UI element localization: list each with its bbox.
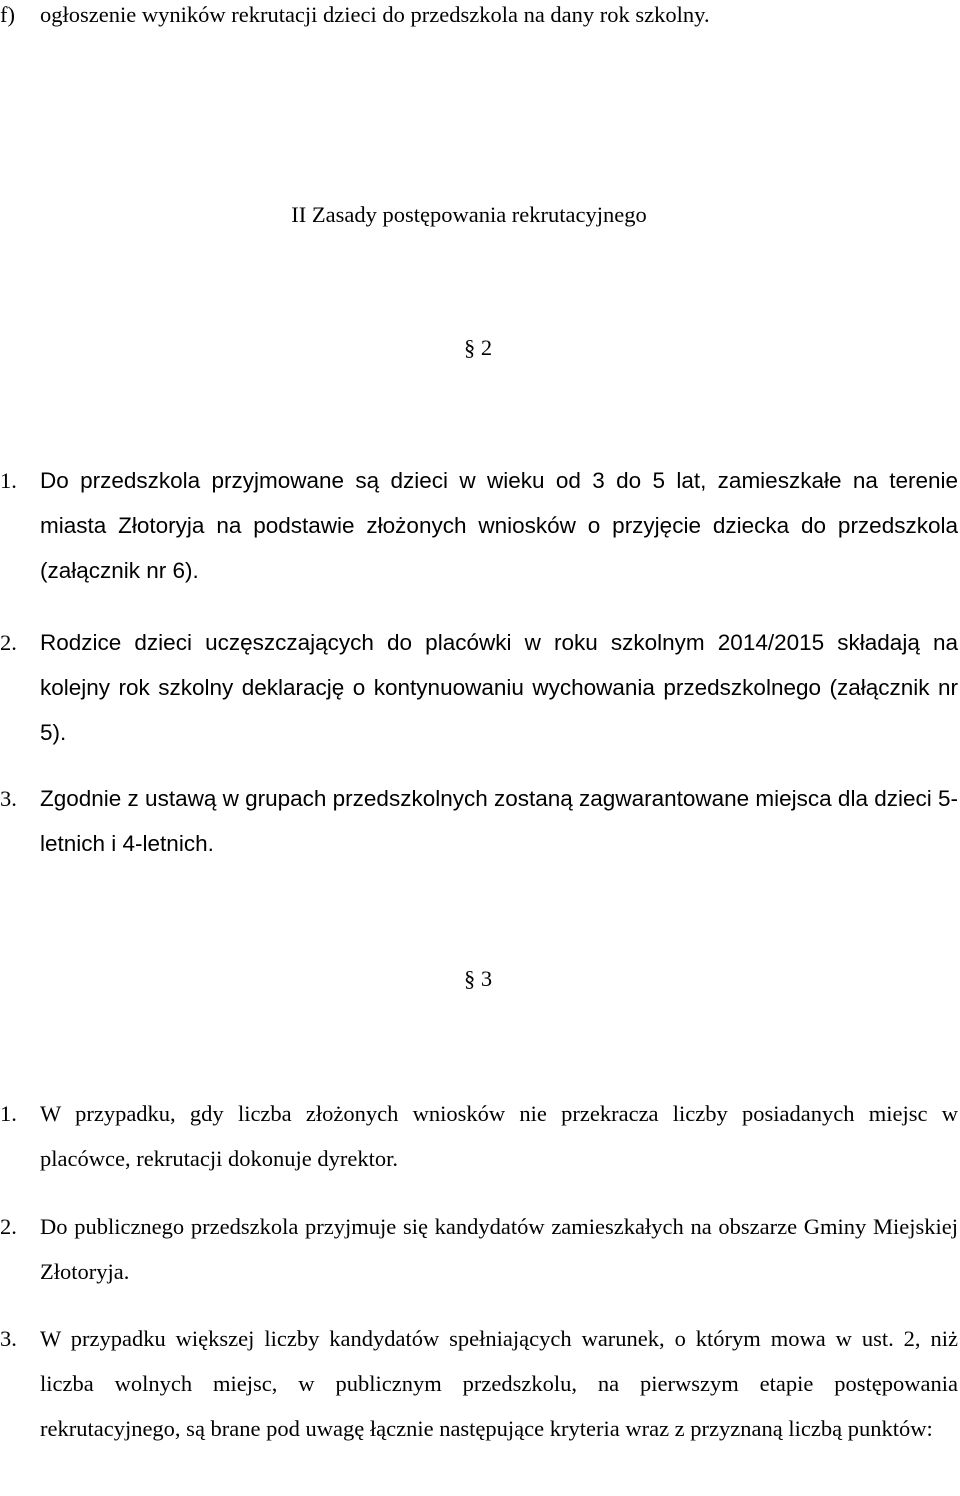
list-item-text: ogłoszenie wyników rekrutacji dzieci do przedszkola na dany rok szkolny.	[40, 2, 710, 27]
list-item-f	[0, 0, 958, 37]
paragraph-sign-2: § 2	[463, 335, 493, 360]
paragraph-sign-3: § 3	[463, 966, 493, 991]
item-number: 3.	[0, 1326, 17, 1351]
paragraph-3-item-2	[0, 1204, 958, 1294]
item-text: Rodzice dzieci uczęszczających do placówki w roku szkolnym 2014/2015 składają na kolejny rok szkolny deklarację o kontynuowaniu wychowania przedszkolnego (załącznik nr 5).	[40, 630, 958, 745]
item-number: 1.	[0, 468, 17, 493]
paragraph-3-item-1	[0, 1091, 958, 1181]
paragraph-2-item-1	[0, 458, 958, 593]
item-text: Do publicznego przedszkola przyjmuje się kandydatów zamieszkałych na obszarze Gminy Miejskiej Złotoryja.	[40, 1214, 958, 1284]
item-text: Zgodnie z ustawą w grupach przedszkolnych zostaną zagwarantowane miejsca dla dzieci 5-letnich i 4-letnich.	[40, 786, 958, 856]
paragraph-2-item-3	[0, 776, 958, 866]
list-item-marker: f)	[0, 2, 15, 27]
paragraph-3-item-3	[0, 1316, 958, 1496]
item-text: Do przedszkola przyjmowane są dzieci w wieku od 3 do 5 lat, zamieszkałe na terenie miasta Złotoryja na podstawie złożonych wniosków o przyjęcie dziecka do przedszkola (załącznik nr 6).	[40, 468, 958, 583]
item-number: 3.	[0, 786, 17, 811]
item-text: W przypadku, gdy liczba złożonych wniosków nie przekracza liczby posiadanych miejsc w placówce, rekrutacji dokonuje dyrektor.	[40, 1101, 958, 1171]
item-number: 1.	[0, 1101, 17, 1126]
section-heading: II Zasady postępowania rekrutacyjnego	[291, 202, 647, 227]
item-number: 2.	[0, 630, 17, 655]
item-text: W przypadku większej liczby kandydatów spełniających warunek, o którym mowa w ust. 2, niż liczba wolnych miejsc, w publicznym przedszkolu, na pierwszym etapie postępowania rekrutacyjnego, są brane pod uwagę łącznie następujące kryteria wraz z przyznaną liczbą punktów:	[40, 1326, 958, 1441]
paragraph-2-item-2	[0, 620, 958, 755]
item-number: 2.	[0, 1214, 17, 1239]
